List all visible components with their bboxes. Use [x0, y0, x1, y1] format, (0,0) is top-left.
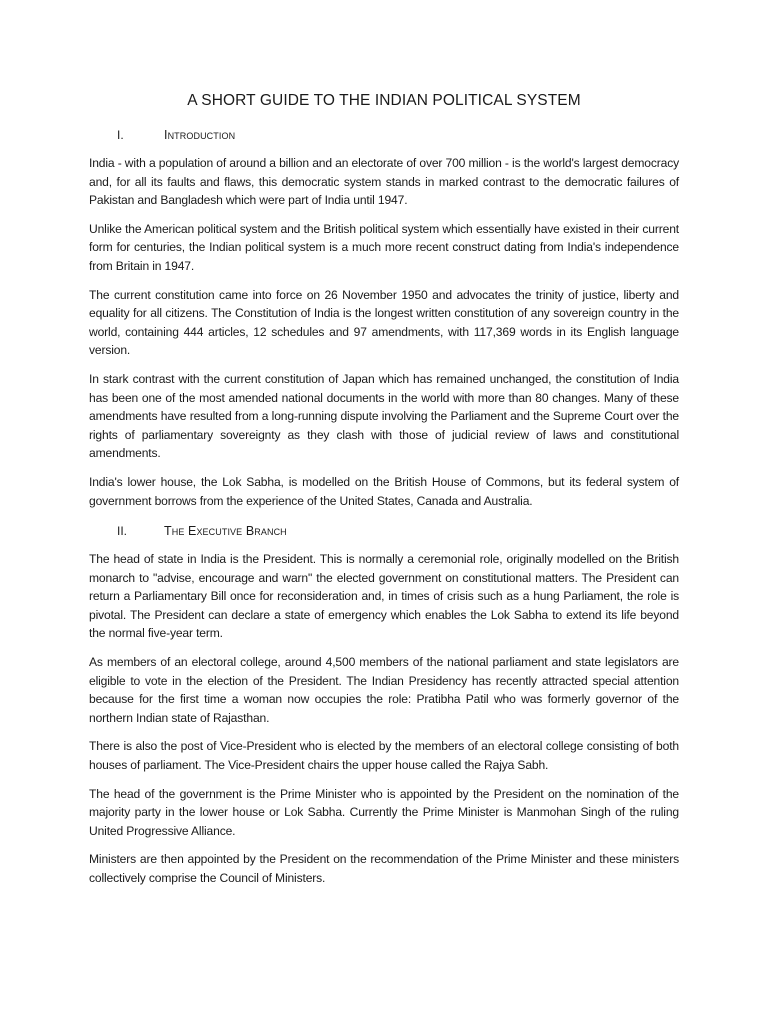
section-heading [89, 128, 679, 142]
paragraph: As members of an electoral college, around 4,500 members of the national parliament and state legislators are eligible to vote in the election of the President. The Indian Presidency has recently attracted special attention because for the first time a woman now occupies the role: Pratibha Patil who was formerly governor of the northern Indian state of Rajasthan. [89, 655, 679, 725]
section-heading [89, 524, 679, 538]
section-title: Introduction [164, 128, 236, 142]
document-page [89, 92, 679, 898]
document-title: A SHORT GUIDE TO THE INDIAN POLITICAL SYSTEM [187, 92, 581, 109]
section-title: The Executive Branch [164, 524, 287, 539]
paragraph: Ministers are then appointed by the President on the recommendation of the Prime Minister and these ministers collectively comprise the Council of Ministers. [89, 852, 679, 885]
paragraph: In stark contrast with the current constitution of Japan which has remained unchanged, the constitution of India has been one of the most amended national documents in the world with more than 80 changes. Many of these amendments have resulted from a long-running dispute involving the Parliament and the Supreme Court over the rights of parliamentary sovereignty as they clash with those of judicial review of laws and constitutional amendments. [89, 371, 679, 461]
paragraph: Unlike the American political system and the British political system which essentially have existed in their current form for centuries, the Indian political system is a much more recent construct dating from India's independence from Britain in 1947. [89, 221, 679, 273]
paragraph: The head of state in India is the President. This is normally a ceremonial role, originally modelled on the British monarch to "advise, encourage and warn" the elected government on constitutional matters. The President can return a Parliamentary Bill once for reconsideration and, in times of crisis such as a hung Parliament, the role is pivotal. The President can declare a state of emergency which enables the Lok Sabha to extend its life beyond the normal five-year term. [89, 552, 679, 641]
paragraph: The current constitution came into force on 26 November 1950 and advocates the trinity of justice, liberty and equality for all citizens. The Constitution of India is the longest written constitution of any sovereign country in the world, containing 444 articles, 12 schedules and 97 amendments, with 117,369 words in its English language version. [89, 287, 679, 358]
paragraph: India - with a population of around a billion and an electorate of over 700 million - is the world's largest democracy and, for all its faults and flaws, this democratic system stands in marked contrast to the democratic failures of Pakistan and Bangladesh which were part of India until 1947. [89, 156, 679, 208]
paragraph: India's lower house, the Lok Sabha, is modelled on the British House of Commons, but its federal system of government borrows from the experience of the United States, Canada and Australia. [89, 474, 679, 508]
paragraph: There is also the post of Vice-President who is elected by the members of an electoral college consisting of both houses of parliament. The Vice-President chairs the upper house called the Rajya Sabh. [89, 739, 679, 773]
section-introduction [89, 128, 679, 510]
section-number: II. [117, 524, 128, 539]
section-executive-branch [89, 524, 679, 888]
paragraph: The head of the government is the Prime Minister who is appointed by the President on the nomination of the majority party in the lower house or Lok Sabha. Currently the Prime Minister is Manmohan Singh of the ruling United Progressive Alliance. [89, 786, 679, 838]
section-number: I. [117, 128, 124, 142]
